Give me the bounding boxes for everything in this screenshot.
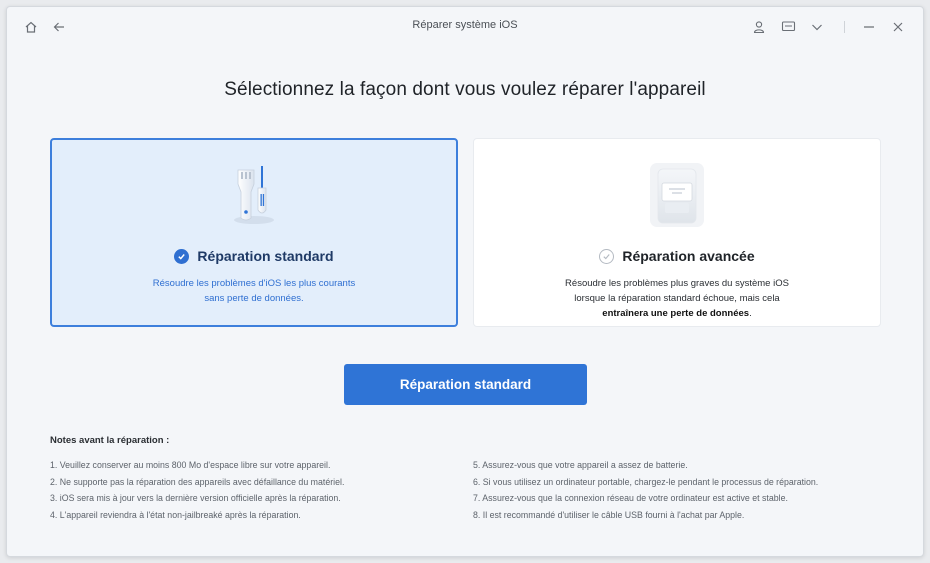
note-item: 3. iOS sera mis à jour vers la dernière version officielle après la réparation.: [50, 493, 341, 503]
window-title: Réparer système iOS: [412, 19, 518, 31]
advanced-repair-card[interactable]: [473, 138, 881, 327]
standard-desc-line-2: sans perte de données.: [204, 293, 304, 304]
start-standard-repair-button[interactable]: Réparation standard: [344, 364, 587, 405]
notes-title: Notes avant la réparation :: [50, 435, 170, 446]
minimize-icon[interactable]: [859, 17, 879, 37]
unchecked-circle-icon: [599, 249, 614, 264]
app-window: [6, 6, 924, 557]
notes-left-list: [50, 457, 450, 523]
user-icon[interactable]: [749, 17, 769, 37]
note-item: 8. Il est recommandé d'utiliser le câble USB fourni à l'achat par Apple.: [473, 509, 745, 520]
standard-repair-description: [52, 276, 456, 306]
title-bar: [7, 7, 923, 47]
notes-right-list: [473, 457, 873, 523]
note-item: 4. L'appareil reviendra à l'état non-jailbreaké après la réparation.: [50, 509, 301, 520]
standard-repair-title: Réparation standard: [197, 248, 334, 264]
checked-circle-icon: [174, 249, 189, 264]
standard-repair-title-row: [52, 248, 456, 264]
advanced-repair-description: [474, 276, 880, 321]
device-repair-icon: [644, 161, 710, 236]
standard-desc-line-1: Résoudre les problèmes d'iOS les plus courants: [152, 278, 356, 289]
advanced-desc-line-2: lorsque la réparation standard échoue, mais cela: [574, 293, 780, 304]
advanced-desc-period: .: [749, 308, 752, 319]
standard-repair-card[interactable]: [50, 138, 458, 327]
advanced-desc-line-3: [474, 306, 880, 321]
note-item: 1. Veuillez conserver au moins 800 Mo d'espace libre sur votre appareil.: [50, 460, 331, 470]
titlebar-divider: [844, 21, 845, 33]
advanced-desc-line-1: Résoudre les problèmes plus graves du système iOS: [565, 278, 789, 289]
note-item: 5. Assurez-vous que votre appareil a assez de batterie.: [473, 460, 688, 470]
note-item: 7. Assurez-vous que la connexion réseau de votre ordinateur est active et stable.: [473, 493, 788, 503]
chevron-down-icon[interactable]: [807, 17, 827, 37]
note-item: 2. Ne supporte pas la réparation des appareils avec défaillance du matériel.: [50, 476, 345, 487]
data-loss-warning: entraînera une perte de données: [602, 308, 750, 319]
advanced-repair-title-row: [474, 248, 880, 264]
repair-tools-icon: [224, 162, 284, 231]
note-item: 6. Si vous utilisez un ordinateur portable, chargez-le pendant le processus de réparation.: [473, 476, 819, 487]
page-heading: Sélectionnez la façon dont vous voulez réparer l'appareil: [224, 79, 706, 100]
feedback-icon[interactable]: [778, 17, 798, 37]
close-icon[interactable]: [888, 17, 908, 37]
advanced-repair-title: Réparation avancée: [622, 248, 755, 264]
